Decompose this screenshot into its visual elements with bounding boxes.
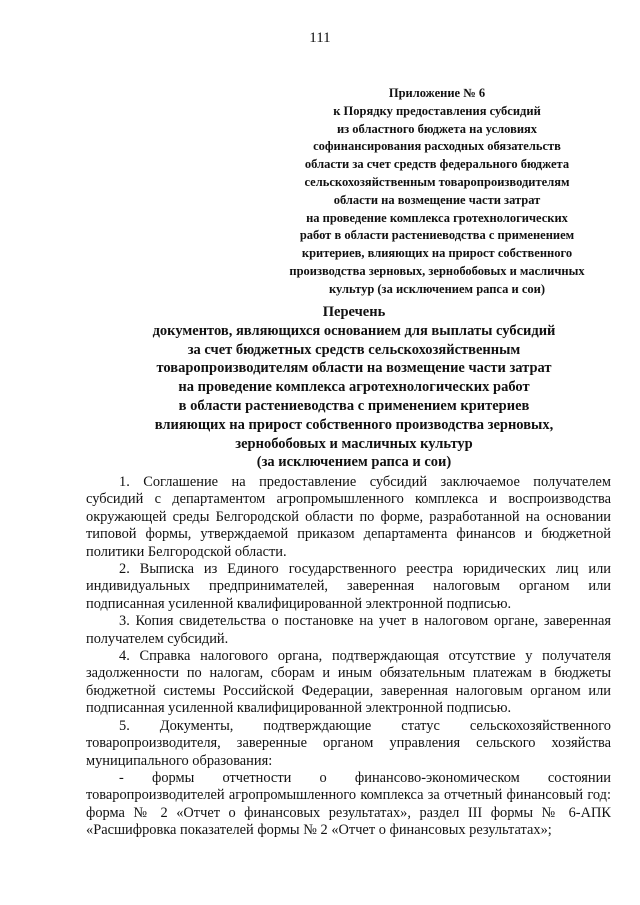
- paragraph-2: 2. Выписка из Единого государственного реестра юридических лиц или индивидуальных предпринимателей, заверенная налоговым органом или подписанная усиленной квалифицированной электронной подписью.: [86, 561, 611, 612]
- title-line: зернобобовых и масличных культур: [235, 435, 473, 452]
- appendix-line: области на возмещение части затрат: [333, 192, 541, 207]
- title-line: Перечень: [322, 304, 386, 320]
- page-number: 111: [309, 30, 331, 46]
- title-line: за счет бюджетных средств сельскохозяйственным: [187, 341, 521, 358]
- document-body: [86, 474, 611, 840]
- appendix-line: культур (за исключением рапса и сои): [328, 281, 545, 296]
- title-line: на проведение комплекса агротехнологических работ: [178, 379, 530, 396]
- title-line: товаропроизводителям области на возмещение части затрат: [156, 360, 552, 377]
- appendix-line: к Порядку предоставления субсидий: [333, 103, 541, 118]
- appendix-line: производства зерновых, зернобобовых и масличных: [289, 263, 585, 278]
- appendix-line: на проведение комплекса гротехнологических: [306, 210, 568, 225]
- appendix-line: критериев, влияющих на прирост собственного: [301, 246, 573, 261]
- appendix-line: Приложение № 6: [388, 86, 486, 100]
- appendix-line: области за счет средств федерального бюджета: [304, 157, 570, 172]
- paragraph-5: 5. Документы, подтверждающие статус сельскохозяйственного товаропроизводителя, заверенные органом управления сельского хозяйства муниципального образования:: [86, 717, 611, 769]
- appendix-line: софинансирования расходных обязательств: [313, 139, 561, 154]
- title-line: документов, являющихся основанием для выплаты субсидий: [152, 322, 556, 339]
- appendix-line: из областного бюджета на условиях: [336, 121, 538, 136]
- paragraph-4: 4. Справка налогового органа, подтверждающая отсутствие у получателя задолженности по налогам, сборам и иным обязательным платежам в бюджеты бюджетной системы Российской Федерации, заверенная налоговым органом или подписанная усиленной квалифицированной электронной подписью.: [86, 648, 611, 717]
- title-line: (за исключением рапса и сои): [256, 454, 452, 471]
- title-line: в области растениеводства с применением критериев: [178, 397, 530, 414]
- appendix-line: работ в области растениеводства с применением: [299, 228, 575, 243]
- appendix-header: [282, 85, 592, 299]
- title-line: влияющих на прирост собственного производства зерновых,: [154, 416, 554, 433]
- document-title: [80, 303, 628, 472]
- paragraph-3: 3. Копия свидетельства о постановке на учет в налоговом органе, заверенная получателем субсидий.: [86, 613, 611, 647]
- paragraph-1: 1. Соглашение на предоставление субсидий заключаемое получателем субсидий с департаментом агропромышленного комплекса и воспроизводства окружающей среды Белгородской области по форме, разработанной на основании типовой формы, утверждаемой приказом департамента финансов и бюджетной политики Белгородской области.: [86, 474, 611, 560]
- appendix-line: сельскохозяйственным товаропроизводителям: [304, 174, 570, 189]
- paragraph-6: - формы отчетности о финансово-экономическом состоянии товаропроизводителей агропромышленного комплекса за отчетный финансовый год: форма № 2 «Отчет о финансовых результатах», раздел III формы № 6-АПК «Расшифровка показателей формы № 2 «Отчет о финансовых результатах»;: [86, 769, 611, 839]
